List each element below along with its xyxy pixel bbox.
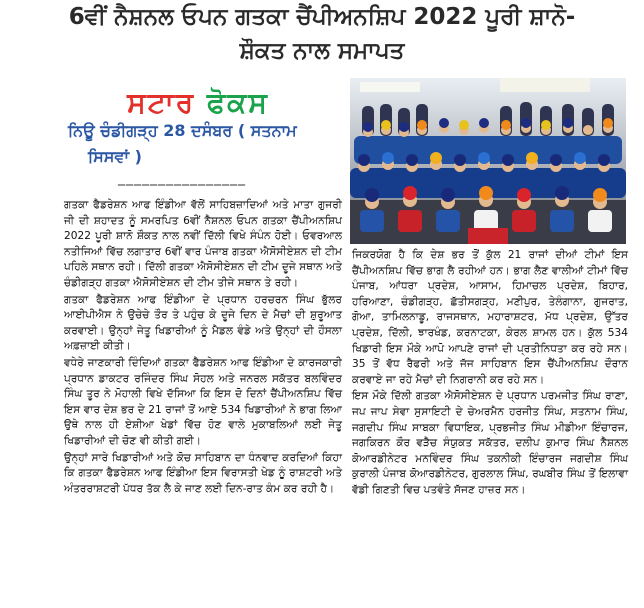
paragraph: ਗਤਕਾ ਫੈਡਰੇਸ਼ਨ ਆਫ ਇੰਡੀਆ ਵੱਲੋਂ ਸਾਹਿਬਜ਼ਾਦਿਆਂ ਅਤੇ ਮਾਤਾ ਗੁਜਰੀ ਜੀ ਦੀ ਸ਼ਹਾਦਤ ਨੂੰ ਸਮਰਪਿਤ 6ਵੀਂ ਨੈਸ਼ਨਲ ਓਪਨ ਗਤਕਾ ਚੈਂਪੀਅਨਸ਼ਿਪ 2022 ਪੂਰੀ ਸ਼ਾਨੋ ਸ਼ੌਕਤ ਨਾਲ ਨਵੀਂ ਦਿੱਲੀ ਵਿਖੇ ਸੰਪੰਨ ਹੋਈ। ਓਵਰਆਲ ਨਤੀਜਿਆਂ ਵਿੱਚ ਲਗਾਤਾਰ 6ਵੀਂ ਵਾਰ ਪੰਜਾਬ ਗਤਕਾ ਐਸੋਸੀਏਸ਼ਨ ਦੀ ਟੀਮ ਪਹਿਲੇ ਸਥਾਨ ਰਹੀ। ਦਿੱਲੀ ਗਤਕਾ ਐਸੋਸੀਏਸ਼ਨ ਦੀ ਟੀਮ ਦੂਜੇ ਸਥਾਨ ਅਤੇ ਚੰਡੀਗੜ੍ਹ ਗਤਕਾ ਐਸੋਸੀਏਸ਼ਨ ਦੀ ਟੀਮ ਤੀਜੇ ਸਥਾਨ ਤੇ ਰਹੀ। <box>64 199 342 289</box>
article-headline <box>0 0 644 68</box>
paragraph: ਵਧੇਰੇ ਜਾਣਕਾਰੀ ਦਿੰਦਿਆਂ ਗਤਕਾ ਫੈਡਰੇਸ਼ਨ ਆਫ ਇੰਡੀਆ ਦੇ ਕਾਰਜਕਾਰੀ ਪ੍ਰਧਾਨ ਡਾਕਟਰ ਰਜਿੰਦਰ ਸਿੰਘ ਸੋਹਲ ਅਤੇ ਜਨਰਲ ਸਕੱਤਰ ਬਲਵਿੰਦਰ ਸਿੰਘ ਤੂਰ ਨੇ ਮੋਹਾਲੀ ਵਿਖੇ ਦੱਸਿਆ ਕਿ ਇਸ ਦੋ ਦਿਨਾਂ ਚੈਂਪੀਅਨਸ਼ਿਪ ਵਿੱਚ ਇਸ ਵਾਰ ਦੇਸ਼ ਭਰ ਦੇ 21 ਰਾਜਾਂ ਤੋਂ ਆਏ 534 ਖਿਡਾਰੀਆਂ ਨੇ ਭਾਗ ਲਿਆ ਉਥੇ ਨਾਲ ਹੀ ਏਸ਼ੀਆ ਖੇਡਾਂ ਵਿੱਚ ਹੋਣ ਵਾਲੇ ਮੁਕਾਬਲਿਆਂ ਲਈ ਜੇਤੂ ਖਿਡਾਰੀਆਂ ਦੀ ਚੋਣ ਵੀ ਕੀਤੀ ਗਈ। <box>64 356 342 447</box>
paragraph: ਇਸ ਮੌਕੇ ਦਿੱਲੀ ਗਤਕਾ ਐਸੋਸੀਏਸ਼ਨ ਦੇ ਪ੍ਰਧਾਨ ਪਰਮਜੀਤ ਸਿੰਘ ਰਾਣਾ, ਜਪ ਜਾਪ ਸੇਵਾ ਸੁਸਾਇਟੀ ਦੇ ਚੇਅਰਮੈਨ ਹਰਜੀਤ ਸਿੰਘ, ਸਤਨਾਮ ਸਿੰਘ, ਜਗਦੀਪ ਸਿੰਘ ਸਾਬਕਾ ਵਿਧਾਇਕ, ਪ੍ਰਭਜੀਤ ਸਿੰਘ ਮੀਡੀਆ ਇੰਚਾਰਜ, ਜਗਕਿਰਨ ਕੌਰ ਵੜੈਚ ਸੰਯੁਕਤ ਸਕੱਤਰ, ਦਲੀਪ ਕੁਮਾਰ ਸਿੰਘ ਨੈਸ਼ਨਲ ਕੋਆਰਡੀਨੇਟਰ ਮਨਵਿੰਦਰ ਸਿੰਘ ਤਕਨੀਕੀ ਇੰਚਾਰਜ ਜਗਦੀਸ਼ ਸਿੰਘ ਕੁਰਾਲੀ ਪੰਜਾਬ ਕੋਆਰਡੀਨੇਟਰ, ਗੁਰਲਾਲ ਸਿੰਘ, ਰਘਬੀਰ ਸਿੰਘ ਤੋਂ ਇਲਾਵਾ ਵੱਡੀ ਗਿਣਤੀ ਵਿਚ ਪਤਵੰਤੇ ਸੱਜਣ ਹਾਜ਼ਰ ਸਨ। <box>352 390 628 496</box>
paragraph: ਜਿਕਰਯੋਗ ਹੈ ਕਿ ਦੇਸ਼ ਭਰ ਤੋਂ ਕੁੱਲ 21 ਰਾਜਾਂ ਦੀਆਂ ਟੀਮਾਂ ਇਸ ਚੈਂਪੀਅਨਸ਼ਿਪ ਵਿੱਚ ਭਾਗ ਲੈ ਰਹੀਆਂ ਹਨ। ਭਾਗ ਲੈਣ ਵਾਲੀਆਂ ਟੀਮਾਂ ਵਿੱਚ ਪੰਜਾਬ, ਆਂਧਰਾ ਪ੍ਰਦੇਸ਼, ਆਸਾਮ, ਹਿਮਾਚਲ ਪ੍ਰਦੇਸ਼, ਬਿਹਾਰ, ਹਰਿਆਣਾ, ਚੰਡੀਗੜ੍ਹ, ਛੱਤੀਸਗੜ੍ਹ, ਮਣੀਪੁਰ, ਤੇਲੰਗਾਨਾ, ਗੁਜਰਾਤ, ਗੋਆ, ਤਾਮਿਲਨਾਡੂ, ਰਾਜਸਥਾਨ, ਮਹਾਰਾਸ਼ਟਰ, ਮੱਧ ਪ੍ਰਦੇਸ਼, ਉੱਤਰ ਪ੍ਰਦੇਸ਼, ਦਿੱਲੀ, ਝਾਰਖੰਡ, ਕਰਨਾਟਕਾ, ਕੇਰਲ ਸ਼ਾਮਲ ਹਨ। ਕੁੱਲ 534 ਖਿਡਾਰੀ ਇਸ ਮੌਕੇ ਆਪੋ ਆਪਣੇ ਰਾਜਾਂ ਦੀ ਪ੍ਰਤੀਨਿਧਤਾ ਕਰ ਰਹੇ ਸਨ। 35 ਤੋਂ ਵੱਧ ਰੈਫਰੀ ਅਤੇ ਜੱਜ ਸਾਹਿਬਾਨ ਇਸ ਚੈਂਪੀਅਨਸ਼ਿਪ ਦੌਰਾਨ ਕਰਵਾਏ ਜਾ ਰਹੇ ਮੈਚਾਂ ਦੀ ਨਿਗਰਾਨੀ ਕਰ ਰਹੇ ਸਨ। <box>352 249 628 386</box>
publication-brand <box>92 86 304 120</box>
brand-word-1: ਸਟਾਰ <box>127 86 196 119</box>
paragraph: ਉਨ੍ਹਾਂ ਸਾਰੇ ਖਿਡਾਰੀਆਂ ਅਤੇ ਕੋਚ ਸਾਹਿਬਾਨ ਦਾ ਧੰਨਵਾਦ ਕਰਦਿਆਂ ਕਿਹਾ ਕਿ ਗਤਕਾ ਫੈਡਰੇਸ਼ਨ ਆਫ ਇੰਡੀਆ ਇਸ ਵਿਰਾਸਤੀ ਖੇਡ ਨੂੰ ਰਾਸ਼ਟਰੀ ਅਤੇ ਅੰਤਰਰਾਸ਼ਟਰੀ ਪੱਧਰ ਤੱਕ ਲੈ ਕੇ ਜਾਣ ਲਈ ਦਿਨ-ਰਾਤ ਕੰਮ ਕਰ ਰਹੀ ਹੈ। <box>64 451 342 495</box>
dateline-line-1: ਨਿਊ ਚੰਡੀਗੜ੍ਹ 28 ਦਸੰਬਰ ( ਸਤਨਾਮ <box>68 121 297 140</box>
dateline-line-2: ਸਿਸਵਾਂ ) <box>88 147 142 166</box>
headline-line-2: ਸ਼ੌਕਤ ਨਾਲ ਸਮਾਪਤ <box>239 38 405 64</box>
paragraph: ਗਤਕਾ ਫੈਡਰੇਸ਼ਨ ਆਫ ਇੰਡੀਆ ਦੇ ਪ੍ਰਧਾਨ ਹਰਚਰਨ ਸਿੰਘ ਭੁੱਲਰ ਆਈਪੀਐਸ ਨੇ ਉਚੇਚੇ ਤੌਰ ਤੇ ਪਹੁੰਚ ਕੇ ਦੂਜੇ ਦਿਨ ਦੇ ਮੈਚਾਂ ਦੀ ਸ਼ੁਰੂਆਤ ਕਰਵਾਈ। ਉਨ੍ਹਾਂ ਜੇਤੂ ਖਿਡਾਰੀਆਂ ਨੂੰ ਮੈਡਲ ਵੰਡੇ ਅਤੇ ਉਨ੍ਹਾਂ ਦੀ ਹੌਸਲਾ ਅਫ਼ਜ਼ਾਈ ਕੀਤੀ। <box>64 293 342 353</box>
article-right-column <box>352 248 628 500</box>
article-left-column <box>64 198 342 498</box>
headline-line-1: 6ਵੀਂ ਨੈਸ਼ਨਲ ਓਪਨ ਗਤਕਾ ਚੈਂਪੀਅਨਸ਼ਿਪ 2022 ਪੂਰੀ ਸ਼ਾਨੋ- <box>68 4 576 30</box>
brand-word-2: ਫੋਕਸ <box>206 86 269 119</box>
group-photo-image <box>350 78 626 244</box>
dateline <box>68 118 338 170</box>
separator: ________________ <box>118 170 246 186</box>
group-photo <box>350 78 626 244</box>
